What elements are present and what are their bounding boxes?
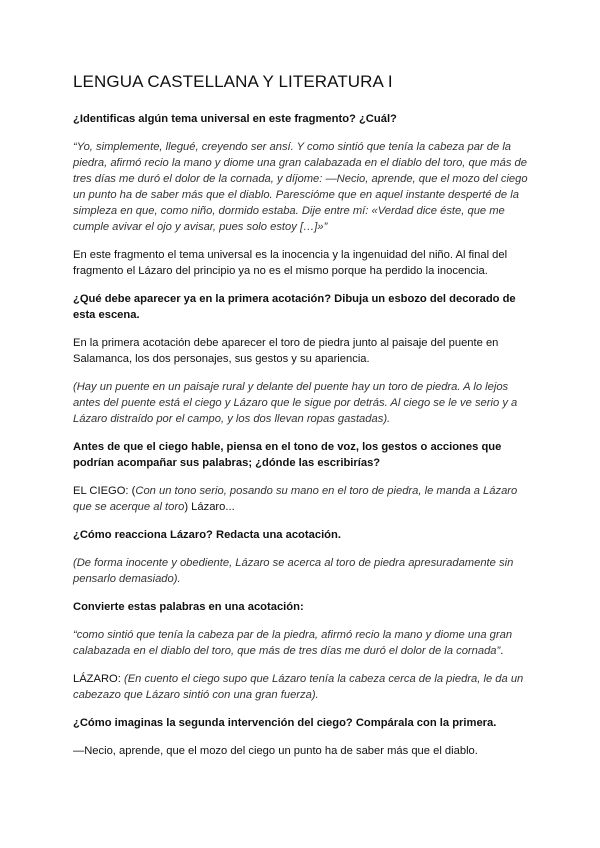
stage-direction-lazaro: (En cuento el ciego supo que Lázaro tenía la cabeza cerca de la piedra, le da un cabezazo que Lázaro sintió con una gran fuerza). — [73, 673, 524, 701]
question-6: ¿Cómo imaginas la segunda intervención del ciego? Compárala con la primera. — [73, 717, 497, 729]
question-3: Antes de que el ciego hable, piensa en el tono de voz, los gestos o acciones que podrían acompañar sus palabras; ¿dónde las escribirías? — [73, 441, 502, 469]
question-5: Convierte estas palabras en una acotación: — [73, 601, 304, 613]
answer-7: —Necio, aprende, que el mozo del ciego un punto ha de saber más que el diablo. — [73, 745, 478, 757]
answer-3-end: ) Lázaro... — [184, 501, 235, 513]
answer-4: (De forma inocente y obediente, Lázaro se acerca al toro de piedra apresuradamente sin pensarlo demasiado). — [73, 557, 514, 585]
question-2: ¿Qué debe aparecer ya en la primera acotación? Dibuja un esbozo del decorado de esta escena. — [73, 293, 516, 321]
question-1: ¿Identificas algún tema universal en este fragmento? ¿Cuál? — [73, 113, 397, 125]
answer-5-quote: “como sintió que tenía la cabeza par de la piedra, afirmó recio la mano y diome una gran calabazada en el diablo del toro, que más de tres días me duró el dolor de la cornada” — [73, 629, 513, 657]
speaker-lazaro: LÁZARO: — [73, 673, 124, 685]
stage-direction-ciego: Con un tono serio, posando su mano en el toro de piedra, le manda a Lázaro que se acerque al toro — [73, 485, 518, 513]
answer-3 — [73, 483, 530, 515]
quote-fragment: “Yo, simplemente, llegué, creyendo ser ansí. Y como sintió que tenía la cabeza par de la piedra, afirmó recio la mano y diome una gran calabazada en el diablo del toro, que más de tres días me duró el dolor de la cornada, y díjome: —Necio, aprende, que el mozo del ciego un punto ha de saber más que el diablo. Parescióme que en aquel instante desperté de la simpleza en que, como niño, dormido estaba. Dije entre mí: «Verdad dice éste, que me cumple avivar el ojo y avisar, pues solo estoy […]»” — [73, 141, 528, 233]
answer-2: En la primera acotación debe aparecer el toro de piedra junto al paisaje del puente en Salamanca, los dos personajes, sus gestos y su apariencia. — [73, 337, 499, 365]
document-title: LENGUA CASTELLANA Y LITERATURA I — [73, 72, 393, 91]
question-4: ¿Cómo reacciona Lázaro? Redacta una acotación. — [73, 529, 341, 541]
answer-5-end: . — [500, 645, 504, 657]
answer-6 — [73, 671, 530, 703]
speaker-ciego: EL CIEGO: ( — [73, 485, 136, 497]
answer-1: En este fragmento el tema universal es la inocencia y la ingenuidad del niño. Al final del fragmento el Lázaro del principio ya no es el mismo porque ha perdido la inocencia. — [73, 249, 508, 277]
answer-5 — [73, 627, 530, 659]
answer-2-stage-direction: (Hay un puente en un paisaje rural y delante del puente hay un toro de piedra. A lo lejos antes del puente está el ciego y Lázaro que le sigue por detrás. Al ciego se le ve serio y a Lázaro distraído por el campo, y los dos llevan ropas gastadas). — [73, 381, 518, 425]
